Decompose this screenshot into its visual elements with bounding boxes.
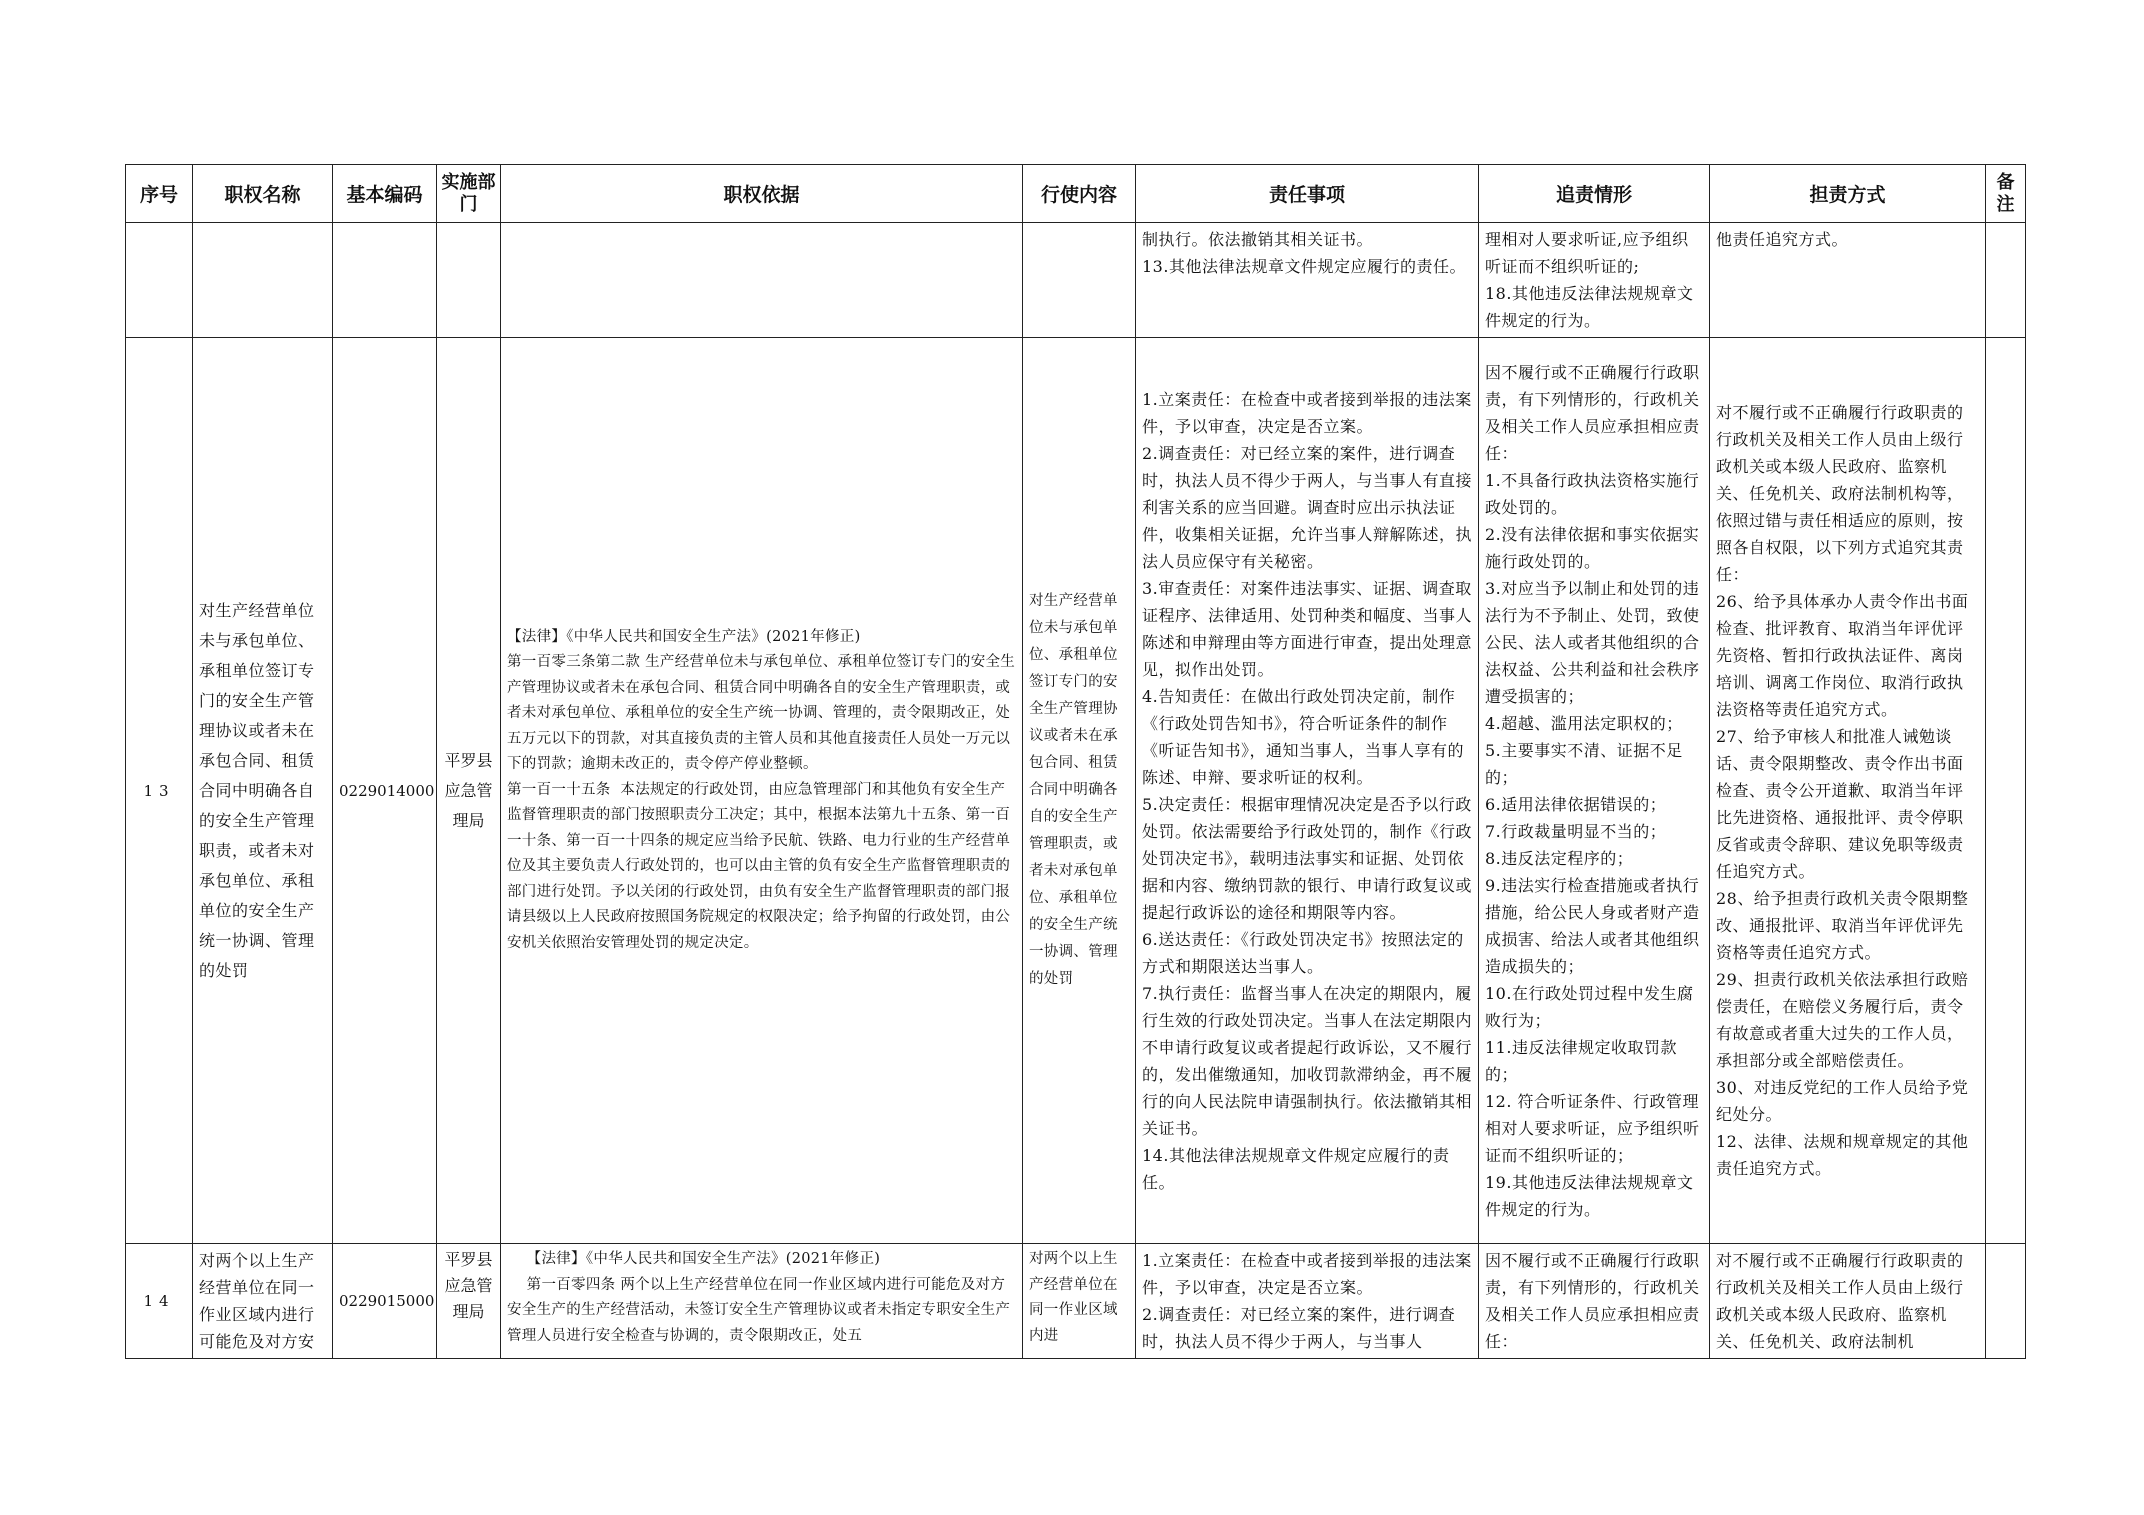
row14-accountability: 因不履行或不正确履行行政职责，有下列情形的，行政机关及相关工作人员应承担相应责任：: [1479, 1244, 1710, 1359]
row13-remark: [1986, 338, 2026, 1244]
header-method: 担责方式: [1710, 165, 1986, 223]
header-seq: 序号: [126, 165, 193, 223]
header-remark: 备注: [1986, 165, 2026, 223]
responsibility-table-page: [125, 164, 2025, 1352]
row14-seq: 14: [126, 1244, 193, 1359]
row13-duties: 1.立案责任：在检查中或者接到举报的违法案件，予以审查，决定是否立案。 2.调查责任：对已经立案的案件，进行调查时，执法人员不得少于两人，与当事人有直接利害关系的应当回避。调查时应出示执法证件，收集相关证据，允许当事人辩解陈述，执法人员应保守有关秘密。 3.审查责任：对案件违法事实、证据、调查取证程序、法律适用、处罚种类和幅度、当事人陈述和申辩理由等方面进行审查，提出处理意见，拟作出处罚。 4.告知责任：在做出行政处罚决定前，制作《行政处罚告知书》，符合听证条件的制作《听证告知书》，通知当事人，当事人享有的陈述、申辩、要求听证的权利。 5.决定责任：根据审理情况决定是否予以行政处罚。依法需要给予行政处罚的，制作《行政处罚决定书》，载明违法事实和证据、处罚依据和内容、缴纳罚款的银行、申请行政复议或提起行政诉讼的途径和期限等内容。 6.送达责任：《行政处罚决定书》按照法定的方式和期限送达当事人。 7.执行责任：监督当事人在决定的期限内，履行生效的行政处罚决定。当事人在法定期限内不申请行政复议或者提起行政诉讼，又不履行的，发出催缴通知，加收罚款滞纳金，再不履行的向人民法院申请强制执行。依法撤销其相关证书。 14.其他法律法规规章文件规定应履行的责任。: [1136, 338, 1479, 1244]
continuation-row: [126, 223, 2026, 338]
header-row: [126, 165, 2026, 223]
row14-dept: 平罗县应急管理局: [437, 1244, 501, 1359]
row13-dept: 平罗县应急管理局: [437, 338, 501, 1244]
row13-content: 对生产经营单位未与承包单位、承租单位签订专门的安全生产管理协议或者未在承包合同、租赁合同中明确各自的安全生产管理职责，或者未对承包单位、承租单位的安全生产统一协调、管理的处罚: [1023, 338, 1136, 1244]
row13-accountability: 因不履行或不正确履行行政职责，有下列情形的，行政机关及相关工作人员应承担相应责任： 1.不具备行政执法资格实施行政处罚的。 2.没有法律依据和事实依据实施行政处罚的。 3.对应当予以制止和处罚的违法行为不予制止、处罚，致使公民、法人或者其他组织的合法权益、公共利益和社会秩序遭受损害的； 4.超越、滥用法定职权的； 5.主要事实不清、证据不足的； 6.适用法律依据错误的； 7.行政裁量明显不当的； 8.违反法定程序的； 9.违法实行检查措施或者执行措施，给公民人身或者财产造成损害、给法人或者其他组织造成损失的； 10.在行政处罚过程中发生腐败行为； 11.违反法律规定收取罚款的； 12. 符合听证条件、行政管理相对人要求听证，应予组织听证而不组织听证的； 19.其他违反法律法规规章文件规定的行为。: [1479, 338, 1710, 1244]
continuation-duties: 制执行。依法撤销其相关证书。 13.其他法律法规章文件规定应履行的责任。: [1136, 223, 1479, 338]
header-content: 行使内容: [1023, 165, 1136, 223]
row13-basis: 【法律】《中华人民共和国安全生产法》(2021年修正) 第一百零三条第二款 生产经营单位未与承包单位、承租单位签订专门的安全生产管理协议或者未在承包合同、租赁合同中明确各自的安全生产管理职责，或者未对承包单位、承租单位的安全生产统一协调、管理的，责令限期改正，处五万元以下的罚款，对其直接负责的主管人员和其他直接责任人员处一万元以下的罚款；逾期未改正的，责令停产停业整顿。 第一百一十五条 本法规定的行政处罚，由应急管理部门和其他负有安全生产监督管理职责的部门按照职责分工决定；其中，根据本法第九十五条、第一百一十条、第一百一十四条的规定应当给予民航、铁路、电力行业的生产经营单位及其主要负责人行政处罚的，也可以由主管的负有安全生产监督管理职责的部门进行处罚。予以关闭的行政处罚，由负有安全生产监督管理职责的部门报请县级以上人民政府按照国务院规定的权限决定；给予拘留的行政处罚，由公安机关依照治安管理处罚的规定决定。: [501, 338, 1023, 1244]
header-basis: 职权依据: [501, 165, 1023, 223]
responsibility-table: [125, 164, 2026, 1359]
row14-remark: [1986, 1244, 2026, 1359]
header-name: 职权名称: [193, 165, 333, 223]
row13-seq: 13: [126, 338, 193, 1244]
continuation-accountability: 理相对人要求听证,应予组织听证而不组织听证的; 18.其他违反法律法规规章文件规定的行为。: [1479, 223, 1710, 338]
row14-duties: 1.立案责任：在检查中或者接到举报的违法案件，予以审查，决定是否立案。 2.调查责任：对已经立案的案件，进行调查时，执法人员不得少于两人，与当事人: [1136, 1244, 1479, 1359]
table-row: [126, 1244, 2026, 1359]
row14-basis: 【法律】《中华人民共和国安全生产法》(2021年修正) 第一百零四条 两个以上生产经营单位在同一作业区域内进行可能危及对方安全生产的生产经营活动，未签订安全生产管理协议或者未指定专职安全生产管理人员进行安全检查与协调的，责令限期改正，处五: [501, 1244, 1023, 1359]
row14-name: 对两个以上生产经营单位在同一作业区域内进行可能危及对方安: [193, 1244, 333, 1359]
row13-code: 0229014000: [333, 338, 437, 1244]
continuation-method: 他责任追究方式。: [1710, 223, 1986, 338]
header-dept: 实施部门: [437, 165, 501, 223]
row14-content: 对两个以上生产经营单位在同一作业区域内进: [1023, 1244, 1136, 1359]
row14-code: 0229015000: [333, 1244, 437, 1359]
header-code: 基本编码: [333, 165, 437, 223]
header-accountability: 追责情形: [1479, 165, 1710, 223]
row14-method: 对不履行或不正确履行行政职责的行政机关及相关工作人员由上级行政机关或本级人民政府、监察机关、任免机关、政府法制机: [1710, 1244, 1986, 1359]
table-row: [126, 338, 2026, 1244]
row13-method: 对不履行或不正确履行行政职责的行政机关及相关工作人员由上级行政机关或本级人民政府、监察机关、任免机关、政府法制机构等，依照过错与责任相适应的原则，按照各自权限，以下列方式追究其责任： 26、给予具体承办人责令作出书面检查、批评教育、取消当年评优评先资格、暂扣行政执法证件、离岗培训、调离工作岗位、取消行政执法资格等责任追究方式。 27、给予审核人和批准人诫勉谈话、责令限期整改、责令作出书面检查、责令公开道歉、取消当年评比先进资格、通报批评、责令停职反省或责令辞职、建议免职等级责任追究方式。 28、给予担责行政机关责令限期整改、通报批评、取消当年评优评先资格等责任追究方式。 29、担责行政机关依法承担行政赔偿责任，在赔偿义务履行后，责令有故意或者重大过失的工作人员，承担部分或全部赔偿责任。 30、对违反党纪的工作人员给予党纪处分。 12、法律、法规和规章规定的其他责任追究方式。: [1710, 338, 1986, 1244]
row13-name: 对生产经营单位未与承包单位、承租单位签订专门的安全生产管理协议或者未在承包合同、租赁合同中明确各自的安全生产管理职责，或者未对承包单位、承租单位的安全生产统一协调、管理的处罚: [193, 338, 333, 1244]
header-duties: 责任事项: [1136, 165, 1479, 223]
